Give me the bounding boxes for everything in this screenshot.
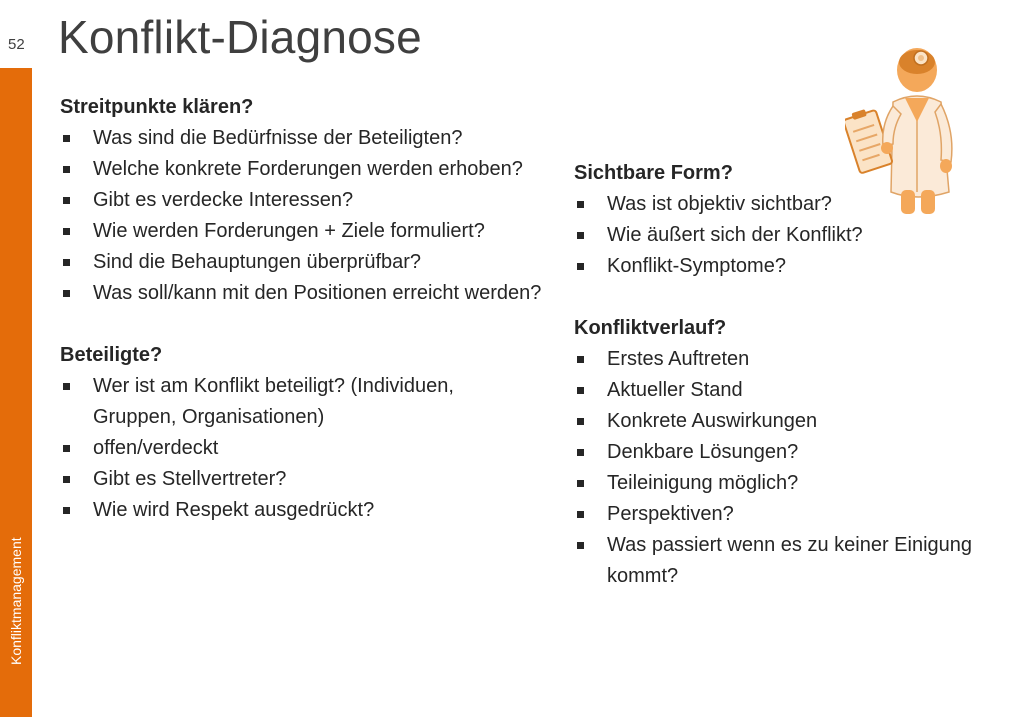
list-item: Gibt es Stellvertreter? [60, 464, 550, 495]
section-heading-beteiligte: Beteiligte? [60, 344, 163, 366]
section-heading-streitpunkte: Streitpunkte klären? [60, 96, 254, 118]
spacer [60, 309, 550, 340]
sidebar-label-text: Konfliktmanagement [8, 537, 24, 665]
spacer [574, 282, 1014, 313]
list-item: Was sind die Bedürfnisse der Beteiligten? [60, 123, 550, 154]
list-item: Wie wird Respekt ausgedrückt? [60, 495, 550, 526]
list-item: offen/verdeckt [60, 433, 550, 464]
list-item: Konflikt-Symptome? [574, 251, 1014, 282]
section-heading-konfliktverlauf: Konfliktverlauf? [574, 317, 727, 339]
section-heading-sichtbare-form: Sichtbare Form? [574, 162, 733, 184]
sidebar-accent-bar [0, 68, 32, 717]
list-item: Was passiert wenn es zu keiner Einigung kommt? [574, 530, 1007, 592]
list-item: Sind die Behauptungen überprüfbar? [60, 247, 550, 278]
list-item: Wie äußert sich der Konflikt? [574, 220, 1014, 251]
page-title: Konflikt-Diagnose [58, 11, 422, 63]
list-item: Aktueller Stand [574, 375, 1014, 406]
list-item: Was ist objektiv sichtbar? [574, 189, 1014, 220]
beteiligte-list [60, 371, 550, 526]
right-column [574, 158, 1014, 592]
list-item: Konkrete Auswirkungen [574, 406, 1014, 437]
list-item: Wer ist am Konflikt beteiligt? (Individuen, Gruppen, Organisationen) [60, 371, 473, 433]
list-item: Gibt es verdecke Interessen? [60, 185, 550, 216]
list-item: Perspektiven? [574, 499, 1014, 530]
list-item: Teileinigung möglich? [574, 468, 1014, 499]
list-item: Welche konkrete Forderungen werden erhoben? [60, 154, 550, 185]
list-item: Was soll/kann mit den Positionen erreicht werden? [60, 278, 550, 309]
list-item: Denkbare Lösungen? [574, 437, 1014, 468]
slide-number: 52 [8, 36, 25, 53]
list-item: Erstes Auftreten [574, 344, 1014, 375]
streitpunkte-list [60, 123, 550, 309]
doctor-with-clipboard-icon [845, 42, 957, 218]
left-column [60, 92, 550, 526]
list-item: Wie werden Forderungen + Ziele formuliert? [60, 216, 550, 247]
konfliktverlauf-list [574, 344, 1014, 592]
